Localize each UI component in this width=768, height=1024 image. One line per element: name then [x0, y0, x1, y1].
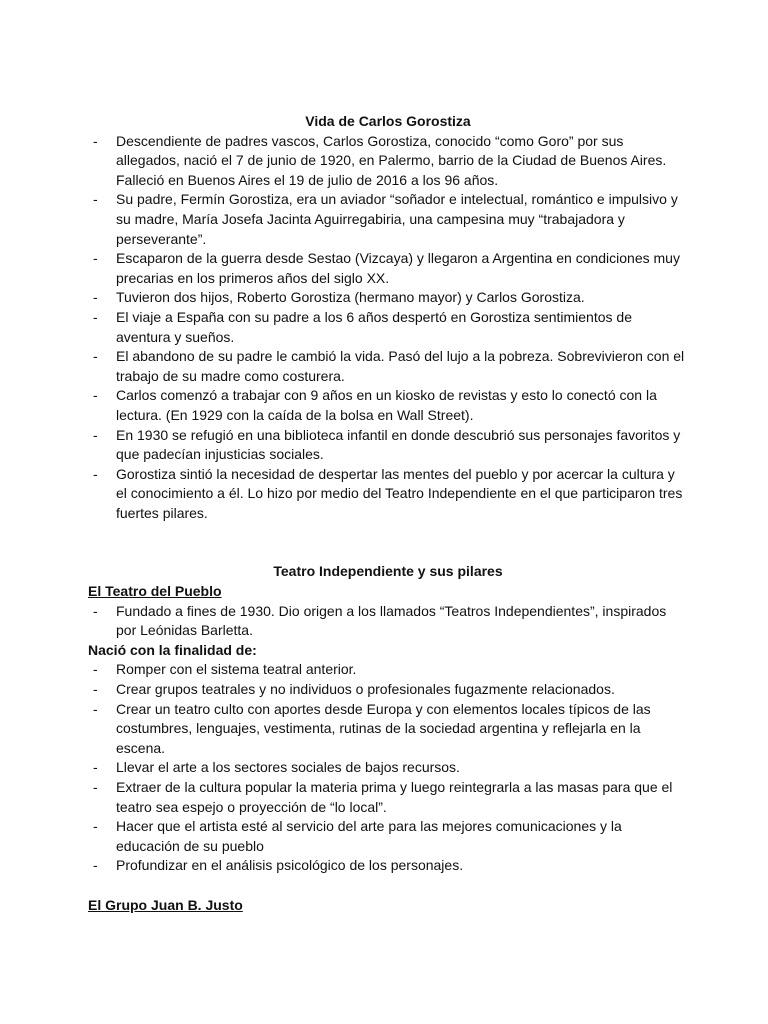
bullet-dash: - [93, 759, 98, 776]
list-item [88, 660, 688, 680]
bullet-dash: - [93, 602, 98, 619]
bullet-dash: - [93, 465, 98, 482]
subheading-grupo-juan-b-justo: El Grupo Juan B. Justo [88, 896, 243, 913]
list-item [88, 386, 688, 425]
bullet-dash: - [93, 289, 98, 306]
list-item [88, 308, 688, 347]
list-item-text: Gorostiza sintió la necesidad de despertar las mentes del pueblo y por acercar la cultura y el conocimiento a él. Lo hizo por medio del Teatro Independiente en el que participaron tres fuertes pilares. [116, 465, 683, 521]
list-item-text: Su padre, Fermín Gorostiza, era un aviador “soñador e intelectual, romántico e impulsivo y su madre, María Josefa Jacinta Aguirregabiria, una campesina muy “trabajadora y perseverante”. [116, 191, 678, 247]
list-item [88, 700, 688, 759]
bullet-dash: - [93, 348, 98, 365]
bullet-list-vida [88, 132, 688, 524]
list-item [88, 249, 688, 288]
list-item-text: Romper con el sistema teatral anterior. [116, 661, 357, 678]
list-item-text: Llevar el arte a los sectores sociales de bajos recursos. [116, 759, 460, 776]
bullet-dash: - [93, 857, 98, 874]
list-item-text: Profundizar en el análisis psicológico de los personajes. [116, 857, 464, 874]
bullet-dash: - [93, 661, 98, 678]
list-item-text: Fundado a fines de 1930. Dio origen a los llamados “Teatros Independientes”, inspirados por Leónidas Barletta. [116, 602, 667, 639]
list-item-text: Hacer que el artista esté al servicio del arte para las mejores comunicaciones y la educación de su pueblo [116, 818, 622, 854]
list-item-text: El viaje a España con su padre a los 6 años despertó en Gorostiza sentimientos de aventura y sueños. [116, 308, 632, 345]
spacer [88, 523, 688, 562]
bullet-dash: - [93, 681, 98, 698]
bullet-dash: - [93, 700, 98, 717]
list-item-text: Carlos comenzó a trabajar con 9 años en un kiosko de revistas y esto lo conectó con la lectura. (En 1929 con la caída de la bolsa en Wall Street). [116, 387, 657, 423]
subheading-finalidad: Nació con la finalidad de: [88, 641, 257, 658]
list-item [88, 817, 688, 856]
list-item [88, 426, 688, 465]
bullet-list-teatro-del-pueblo [88, 602, 688, 641]
list-item-text: Tuvieron dos hijos, Roberto Gorostiza (hermano mayor) y Carlos Gorostiza. [116, 289, 585, 306]
list-item-text: En 1930 se refugió en una biblioteca infantil en donde descubrió sus personajes favoritos y que padecían injusticias sociales. [116, 426, 681, 463]
bullet-dash: - [93, 387, 98, 404]
list-item [88, 465, 688, 524]
bullet-list-finalidad [88, 660, 688, 876]
list-item [88, 778, 688, 817]
list-item [88, 347, 688, 386]
bullet-dash: - [93, 132, 98, 149]
spacer [88, 876, 688, 896]
list-item [88, 190, 688, 249]
list-item [88, 758, 688, 778]
list-item [88, 856, 688, 876]
list-item-text: Crear grupos teatrales y no individuos o profesionales fugazmente relacionados. [116, 681, 615, 698]
bullet-dash: - [93, 250, 98, 267]
bullet-dash: - [93, 308, 98, 325]
list-item-text: Escaparon de la guerra desde Sestao (Vizcaya) y llegaron a Argentina en condiciones muy precarias en los primeros años del siglo XX. [116, 250, 680, 286]
list-item [88, 288, 688, 308]
bullet-dash: - [93, 779, 98, 795]
list-item-text: Crear un teatro culto con aportes desde Europa y con elementos locales típicos de las costumbres, lenguajes, vestimenta, rutinas de la sociedad argentina y reflejarla en la escena. [116, 700, 651, 756]
bullet-dash: - [93, 191, 98, 208]
document-body [88, 112, 688, 915]
list-item [88, 680, 688, 700]
bullet-dash: - [93, 426, 98, 443]
section-title-teatro: Teatro Independiente y sus pilares [273, 563, 503, 580]
list-item [88, 602, 688, 641]
subheading-teatro-del-pueblo: El Teatro del Pueblo [88, 583, 222, 600]
list-item-text: Extraer de la cultura popular la materia prima y luego reintegrarla a las masas para que el teatro sea espejo o proyección de “lo local”. [116, 779, 673, 815]
bullet-dash: - [93, 818, 98, 835]
section-title-vida: Vida de Carlos Gorostiza [305, 113, 471, 129]
list-item-text: El abandono de su padre le cambió la vida. Pasó del lujo a la pobreza. Sobrevivieron con el trabajo de su madre como costurera. [116, 348, 685, 384]
list-item-text: Descendiente de padres vascos, Carlos Gorostiza, conocido “como Goro” por sus allegados, nació el 7 de junio de 1920, en Palermo, barrio de la Ciudad de Buenos Aires. Falleció en Buenos Aires el 19 de julio de 2016 a los 96 años. [116, 132, 667, 188]
list-item [88, 132, 688, 191]
